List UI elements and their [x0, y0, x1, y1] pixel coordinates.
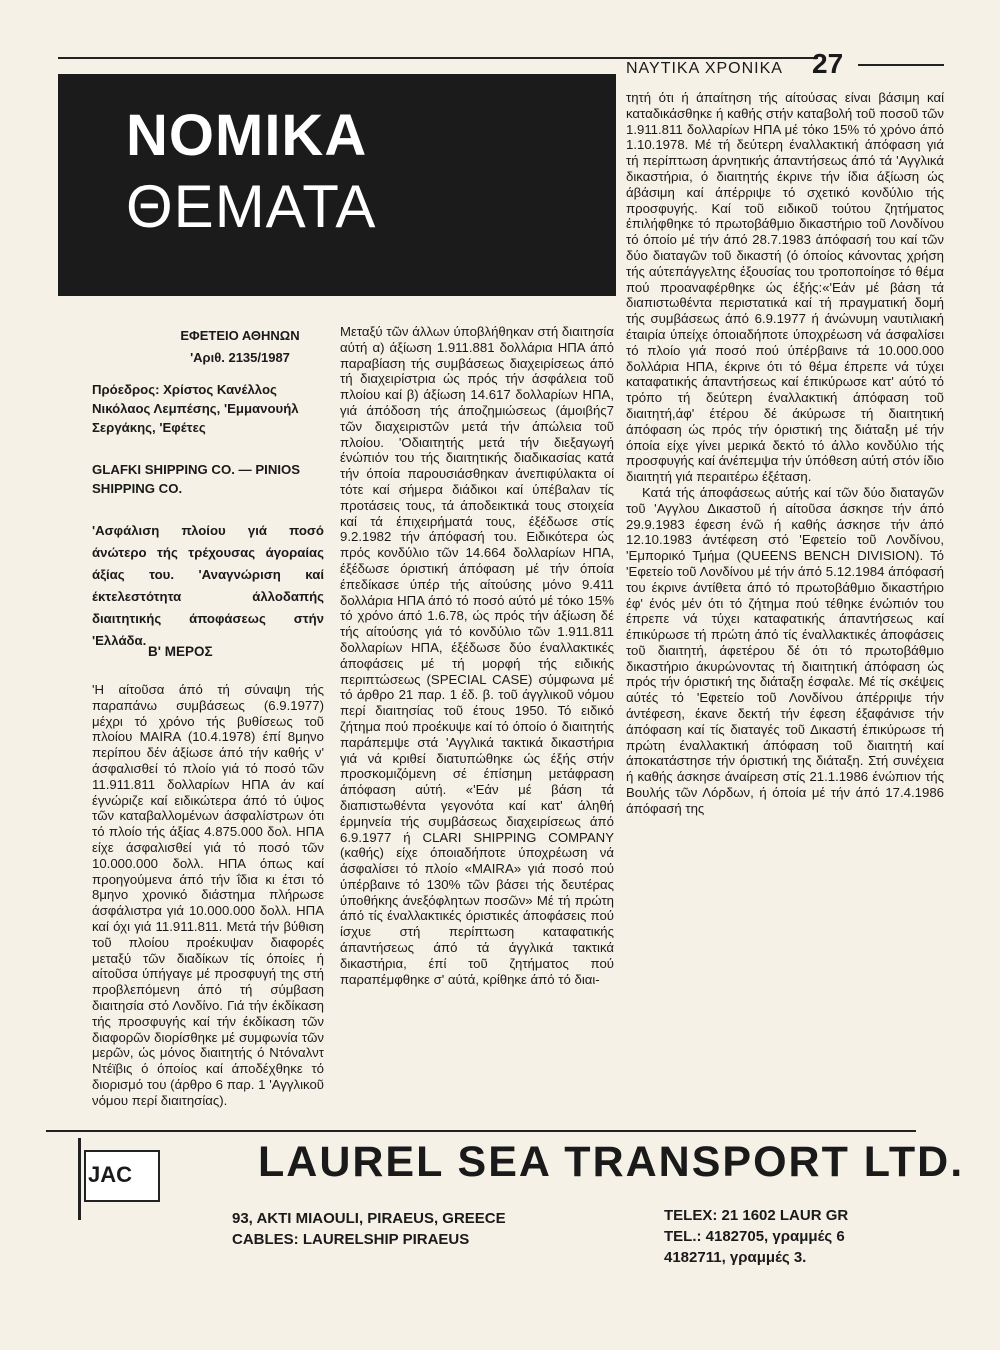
advert-tel-1: TEL.: 4182705, γραμμές 6	[664, 1228, 845, 1245]
top-rule-right	[858, 64, 944, 66]
parties: GLAFKI SHIPPING CO. — PINIOS SHIPPING CO.	[92, 462, 301, 496]
column-3	[626, 90, 944, 817]
advert-address: 93, AKTI MIAOULI, PIRAEUS, GREECE	[232, 1210, 506, 1227]
top-rule	[58, 57, 818, 59]
column-1-text: 'Η αίτοῦσα άπό τή σύναψη τής παραπάνω συμβάσεως (6.9.1977) μέχρι τό χρόνο τής βυθίσεως τοῦ πλοίου MAIRA (10.4.1978) έπί 8μηνο περίπου δέν άξίωσε άπό τήν καθής ν' άσφαλισθεί τό πλοίο γιά τό ποσό τῶν 11.911.811 δολλαρίων ΗΠΑ άν καί έγνώριζε καί ειδικώτερα άπό τό ύψος τῶν καταβαλλομένων άσφαλίστρων ότι τό πλοίο τής άξίας 4.875.000 δολ. ΗΠΑ είχε άσφαλισθεί γιά τό ποσό τῶν 10.000.000 δολλ. ΗΠΑ όπως καί προηγούμενα άπό τήν ΐδια κι έτσι τό 8μηνο χρονικό διάστημα πλήρωσε άσφάλιστρα γιά 10.000.000 δολλ. ΗΠΑ καί όχι γιά 11.911.811. Μετά τήν βύθιση τοῦ πλοίου προέκυψαν διαφορές μεταξύ τῶν διαδίκων τίς όποίες ή αίτοῦσα ύπήγαγε μέ προσφυγή της στή προβλεπόμενη άπό τή σύμβαση διαιτησία στό Λονδίνο. Γιά τήν έκδίκαση τής προσφυγής καί τήν έκδίκαση τῶν διαφορῶν διορίσθηκε μέ συμφωνία τῶν μερῶν, ώς μόνος διαιτητής ό Ντόναλντ Ντέϊβις ό όποίος καί άποδέχθηκε τό διορισμό του (άρθρο 6 παρ. 1 'Αγγλικοῦ νόμου περί διαιτησίας).	[92, 682, 324, 1108]
banner-title-line1: ΝΟΜΙΚΑ	[126, 103, 368, 168]
page-number: 27	[812, 48, 844, 79]
advert-contact-block	[664, 1205, 848, 1268]
court-name: ΕΦΕΤΕΙΟ ΑΘΗΝΩΝ	[180, 328, 300, 343]
advert-tel-2: 4182711, γραμμές 3.	[664, 1249, 807, 1266]
column-2	[340, 324, 614, 987]
flag-pole-icon	[78, 1138, 81, 1220]
judges: Πρόεδρος: Χρίστος Κανέλλος Νικόλαος Λεμπέσης, 'Εμμανουήλ Σεργάκης, 'Εφέτες	[92, 382, 299, 435]
advert-divider	[46, 1130, 916, 1132]
advert-company-name: LAUREL SEA TRANSPORT LTD.	[258, 1138, 965, 1186]
advert-cables: CABLES: LAURELSHIP PIRAEUS	[232, 1231, 470, 1248]
column-1	[92, 682, 324, 1109]
advert-telex: TELEX: 21 1602 LAUR GR	[664, 1207, 849, 1224]
column-3-paragraph-2: Κατά τής άποφάσεως αύτής καί τῶν δύο διαταγῶν τοῦ 'Αγγλου Δικαστοῦ ή αίτοῦσα άσκησε τήν άπό 29.9.1983 έφεση ένῶ ή καθής άσκησε τήν άπό 12.10.1983 άντέφεση στό 'Εφετείο τοῦ Λονδίνου, 'Εμπορικό Τμήμα (QUEENS BENCH DIVISION). Τό 'Εφετείο τοῦ Λονδίνου μέ τήν άπό 5.12.1984 άπόφασή του έκρινε άντίθετα άπό τό πρωτοβάθμιο δικαστήριο έφ' ένός μέν ότι τό ζήτημα πού τέθηκε ένώπιόν του έπρεπε νά τύχει καταφατικής άπαντήσεως καί έπικύρωσε τή πρώτη άπό τίς έναλλακτικές άποφάσεις τοῦ διαιτητή, άφετέρου δέ ότι τό πρωτοβάθμιο δικαστήριο άκυρώνοντας τή διαιτητική άπόφαση ώς πρός τήν όριστική της διάταξη έσφαλε. Μέ τίς σκέψεις αύτές τό 'Εφετείο τοῦ Λονδίνου άπέρριψε τήν άντέφεση, έκανε δεκτή τήν έφεση έξαφάνισε τήν άπόφαση καί τίς διαταγές τοῦ Δικαστή έπικύρωσε τή πρώτη έναλλακτική άπόφαση τοῦ διαιτητή καί άποκατάστησε τήν όριστική της διάταξη. Στή συνέχεια ή καθής άσκησε άναίρεση στίς 21.1.1986 ένώπιον τής Βουλής τῶν Λόρδων, ή όποία μέ τήν άπό 17.4.1986 άπόφασή της	[626, 484, 944, 816]
part-title: Β' ΜΕΡΟΣ	[148, 644, 213, 659]
advert-address-block	[232, 1208, 506, 1250]
decision-number: 'Αριθ. 2135/1987	[190, 350, 290, 365]
column-3-paragraph-1: τητή ότι ή άπαίτηση τής αίτούσας είναι βάσιμη καί καταδικάσθηκε ή καθής στήν καταβολή τοῦ ποσοῦ τῶν 1.911.811 δολλαρίων ΗΠΑ μέ τόκο 15% τό χρόνο άπό 1.10.1978. Μέ τή δεύτερη έναλλακτική άπόφαση γιά τή περίπτωση άρνητικής άπαντήσεως άπό τά 'Αγγλικά δικαστήρια, ό διαιτητής έκρινε τήν ίδια άξίωση ώς άβάσιμη καί άπέρριψε τό σχετικό κονδύλιο τής προσφυγής. Καί τοῦ ειδικοῦ τούτου ζητήματος έπιλήφθηκε τό πρωτοβάθμιο δικαστήριο τοῦ Λονδίνου τό όποίο μέ τήν άπό 28.7.1983 άπόφασή του καί τῶν δύο διαταγῶν τοῦ δικαστή (ό όποίος κάνοντας χρήση τής αύτεπάγγελτης έξουσίας του τροποποίησε τό θέμα πού προαναφέρθηκε ώς έξής:«'Εάν μέ βάση τά διαπιστωθέντα περιστατικά καί τή πραγματική δομή τής συμβάσεως άπό 6.9.1977 ή άνώνυμη ναυτιλιακή έταιρία ύπείχε όποιαδήποτε ύποχρέωση νά άσφαλίσει τό πλοίο γιά ποσό πού ύπέρβαινε τά 10.000.000 δολλάρια ΗΠΑ, έκρινε ότι τό θέμα έπρεπε νά τύχει καταφατικής άπαντήσεως καί έπικύρωσε κατ' αύτό τό τρόπο τή δεύτερη έναλλακτική άπόφαση τοῦ διαιτητή,άφ' έτέρου δέ άκύρωσε τή διαιτητική άπόφαση ώς πρός τήν όριστική της διάταξη μέ τήν όποία είχε γίνει μερικά δεκτό τό άλλο κονδύλιο τής προσφυγής καί άνέπεμψα τήν ύπόθεση αύτή στόν ίδιο διαιτητή γιά περαιτέρω έξέταση.	[626, 90, 944, 485]
case-summary: 'Ασφάλιση πλοίου γιά ποσό άνώτερο τής τρέχουσας άγοραίας άξίας του. 'Αναγνώριση καί έκτελεστότητα άλλοδαπής διαιτητικής άποφάσεως στήν 'Ελλάδα.	[92, 523, 324, 648]
court-block	[140, 325, 340, 369]
banner-title-line2: ΘΕΜΑΤΑ	[126, 173, 377, 240]
flag-text: JAC	[88, 1162, 133, 1187]
magazine-name: ΝΑΥΤΙΚΑ ΧΡΟΝΙΚΑ	[626, 60, 783, 77]
column-2-text: Μεταξύ τῶν άλλων ύποβλήθηκαν στή διαιτησία αύτή α) άξίωση 1.911.881 δολλάρια ΗΠΑ άπό παραβίαση τής συμβάσεως διαχειρίσεως άπό τή διαχειρίστρια ώς πρός τήν άσφάλεια τοῦ πλοίου καί β) άξίωση 14.617 δολλαρίων ΗΠΑ, γιά άπόδοση τής άποζημιώσεως (άμοιβής7 τῶν διαχειριστῶν μετά τήν άπώλεια τοῦ πλοίου. 'Οδιαιτητής μετά τήν διεξαγωγή ένώπιόν του τής διαιτητικής διαδικασίας κατά τήν όποία παρουσιάσθηκαν άνεπιφύλακτα οί τότε καί σήμερα διάδικοι καί ύπέβαλαν τίς προτάσεις τους, τά άποδεικτικά τους στοιχεία καί τά έπιχειρήματά τους, έξέδωσε στίς 9.2.1982 τήν άπόφασή του. Ειδικότερα ώς πρός κονδύλιο τῶν 14.664 δολλαρίων ΗΠΑ, έξέδωσε όριστική άπόφαση μέ τήν όποία έπεδίκασε ύπέρ τής αίτούσης μόνο 9.411 δολλάρια ΗΠΑ άπό τό ποσό αύτό μέ τόκο 15% τό χρόνο άπό 1.6.78, ώς πρός τήν άξίωση δέ τής αίτούσης γιά τό κονδύλιο τῶν 1.911.811 δολλαρίων ΗΠΑ, έξέδωσε δύο έναλλακτικές άποφάσεις μέ τή μορφή τής ειδικής περιπτώσεως (SPECIAL CASE) σύμφωνα μέ τό άρθρο 21 παρ. 1 έδ. β. τοῦ άγγλικοῦ νόμου περί διαιτησίας τοῦ έτους 1950. Τό ειδικό ζήτημα πού προέκυψε καί τό όποίο ό διαιτητής παράπεμψε στά 'Αγγλικά τακτικά δικαστήρια γιά νά κριθεί διατυπώθηκε ώς έξής στήν προσκομιζόμενη σέ έπίσημη μετάφραση άπόφαση αύτή. «'Εάν μέ βάση τά διαπιστωθέντα γεγονότα καί κατ' άληθή έρμηνεία τής συμβάσεως διαχειρίσεως άπό 6.9.1977 ή CLARI SHIPPING COMPANY (καθής) είχε όποιαδήποτε ύποχρέωση νά άσφαλίσει τό πλοίο «MAIRA» γιά ποσό πού ύπέρβαινε τό 130% τῶν βάσει τής δευτέρας ύποθήκης άνεξόφλητων ποσῶν» Μέ τή πρώτη άπό τίς έναλλακτικές όριστικές άποφάσεις πού ίσχυε στή περίπτωση καταφατικής άπαντήσεως άπό τά άγγλικά τακτικά δικαστήρια, έπί τοῦ ζητήματος πού παραπέμφθηκε σ' αύτά, κρίθηκε άπό τό διαι-	[340, 324, 614, 987]
title-banner	[58, 74, 616, 296]
